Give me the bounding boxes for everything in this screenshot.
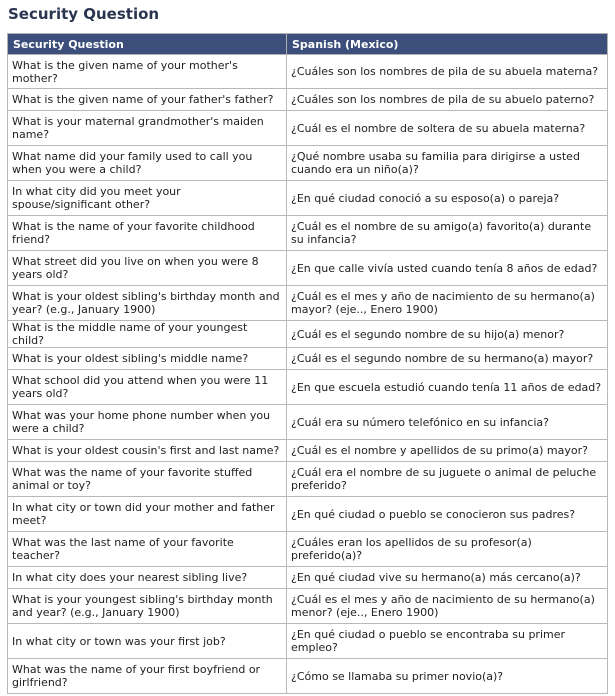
spanish-cell: ¿Cuáles son los nombres de pila de su abuelo paterno? bbox=[287, 89, 608, 111]
table-body bbox=[8, 55, 608, 694]
question-cell: In what city or town was your first job? bbox=[8, 624, 287, 659]
question-cell: What is your oldest cousin's first and last name? bbox=[8, 440, 287, 462]
spanish-cell: ¿Cuál es el nombre de su amigo(a) favorito(a) durante su infancia? bbox=[287, 216, 608, 251]
question-cell: What is your oldest sibling's middle name? bbox=[8, 348, 287, 370]
table-row bbox=[8, 532, 608, 567]
spanish-cell: ¿Cuál es el nombre de soltera de su abuela materna? bbox=[287, 111, 608, 146]
spanish-cell: ¿En qué ciudad conoció a su esposo(a) o pareja? bbox=[287, 181, 608, 216]
question-cell: In what city did you meet your spouse/significant other? bbox=[8, 181, 287, 216]
header-spanish-mexico: Spanish (Mexico) bbox=[287, 34, 608, 55]
question-cell: What street did you live on when you were 8 years old? bbox=[8, 251, 287, 286]
spanish-cell: ¿En qué ciudad o pueblo se conocieron sus padres? bbox=[287, 497, 608, 532]
table-row bbox=[8, 55, 608, 89]
table-row bbox=[8, 497, 608, 532]
table-row bbox=[8, 286, 608, 321]
spanish-cell: ¿En qué ciudad o pueblo se encontraba su primer empleo? bbox=[287, 624, 608, 659]
spanish-cell: ¿En qué ciudad vive su hermano(a) más cercano(a)? bbox=[287, 567, 608, 589]
spanish-cell: ¿Cuál es el mes y año de nacimiento de su hermano(a) mayor? (eje.., Enero 1900) bbox=[287, 286, 608, 321]
question-cell: What is the middle name of your youngest child? bbox=[8, 321, 287, 348]
table-row bbox=[8, 567, 608, 589]
spanish-cell: ¿Cuál es el segundo nombre de su hermano(a) mayor? bbox=[287, 348, 608, 370]
table-row bbox=[8, 624, 608, 659]
spanish-cell: ¿Cuáles son los nombres de pila de su abuela materna? bbox=[287, 55, 608, 89]
table-row bbox=[8, 462, 608, 497]
table-row bbox=[8, 659, 608, 694]
question-cell: What is your youngest sibling's birthday month and year? (e.g., January 1900) bbox=[8, 589, 287, 624]
question-cell: What name did your family used to call you when you were a child? bbox=[8, 146, 287, 181]
question-cell: What was your home phone number when you were a child? bbox=[8, 405, 287, 440]
question-cell: What is the name of your favorite childhood friend? bbox=[8, 216, 287, 251]
table-row bbox=[8, 111, 608, 146]
question-cell: What is the given name of your father's father? bbox=[8, 89, 287, 111]
spanish-cell: ¿Cuál es el nombre y apellidos de su primo(a) mayor? bbox=[287, 440, 608, 462]
spanish-cell: ¿Qué nombre usaba su familia para dirigirse a usted cuando era un niño(a)? bbox=[287, 146, 608, 181]
table-row bbox=[8, 440, 608, 462]
question-cell: What was the name of your first boyfriend or girlfriend? bbox=[8, 659, 287, 694]
spanish-cell: ¿Cuál es el segundo nombre de su hijo(a) menor? bbox=[287, 321, 608, 348]
table-row bbox=[8, 181, 608, 216]
question-cell: What school did you attend when you were 11 years old? bbox=[8, 370, 287, 405]
table-row bbox=[8, 89, 608, 111]
question-cell: In what city does your nearest sibling live? bbox=[8, 567, 287, 589]
question-cell: What is your oldest sibling's birthday month and year? (e.g., January 1900) bbox=[8, 286, 287, 321]
table-row bbox=[8, 146, 608, 181]
table-row bbox=[8, 251, 608, 286]
table-row bbox=[8, 216, 608, 251]
spanish-cell: ¿Cuáles eran los apellidos de su profesor(a) preferido(a)? bbox=[287, 532, 608, 567]
table-header-row bbox=[8, 34, 608, 55]
spanish-cell: ¿Cuál era el nombre de su juguete o animal de peluche preferido? bbox=[287, 462, 608, 497]
page-title: Security Question bbox=[8, 5, 160, 23]
table-row bbox=[8, 348, 608, 370]
question-cell: What is your maternal grandmother's maiden name? bbox=[8, 111, 287, 146]
security-question-table bbox=[7, 33, 608, 694]
table-row bbox=[8, 405, 608, 440]
header-security-question: Security Question bbox=[8, 34, 287, 55]
table-row bbox=[8, 370, 608, 405]
table-row bbox=[8, 321, 608, 348]
spanish-cell: ¿Cuál es el mes y año de nacimiento de su hermano(a) menor? (eje.., Enero 1900) bbox=[287, 589, 608, 624]
spanish-cell: ¿En que calle vivía usted cuando tenía 8 años de edad? bbox=[287, 251, 608, 286]
spanish-cell: ¿Cómo se llamaba su primer novio(a)? bbox=[287, 659, 608, 694]
question-cell: In what city or town did your mother and father meet? bbox=[8, 497, 287, 532]
question-cell: What is the given name of your mother's mother? bbox=[8, 55, 287, 89]
spanish-cell: ¿Cuál era su número telefónico en su infancia? bbox=[287, 405, 608, 440]
question-cell: What was the name of your favorite stuffed animal or toy? bbox=[8, 462, 287, 497]
table-row bbox=[8, 589, 608, 624]
question-cell: What was the last name of your favorite teacher? bbox=[8, 532, 287, 567]
spanish-cell: ¿En que escuela estudió cuando tenía 11 años de edad? bbox=[287, 370, 608, 405]
